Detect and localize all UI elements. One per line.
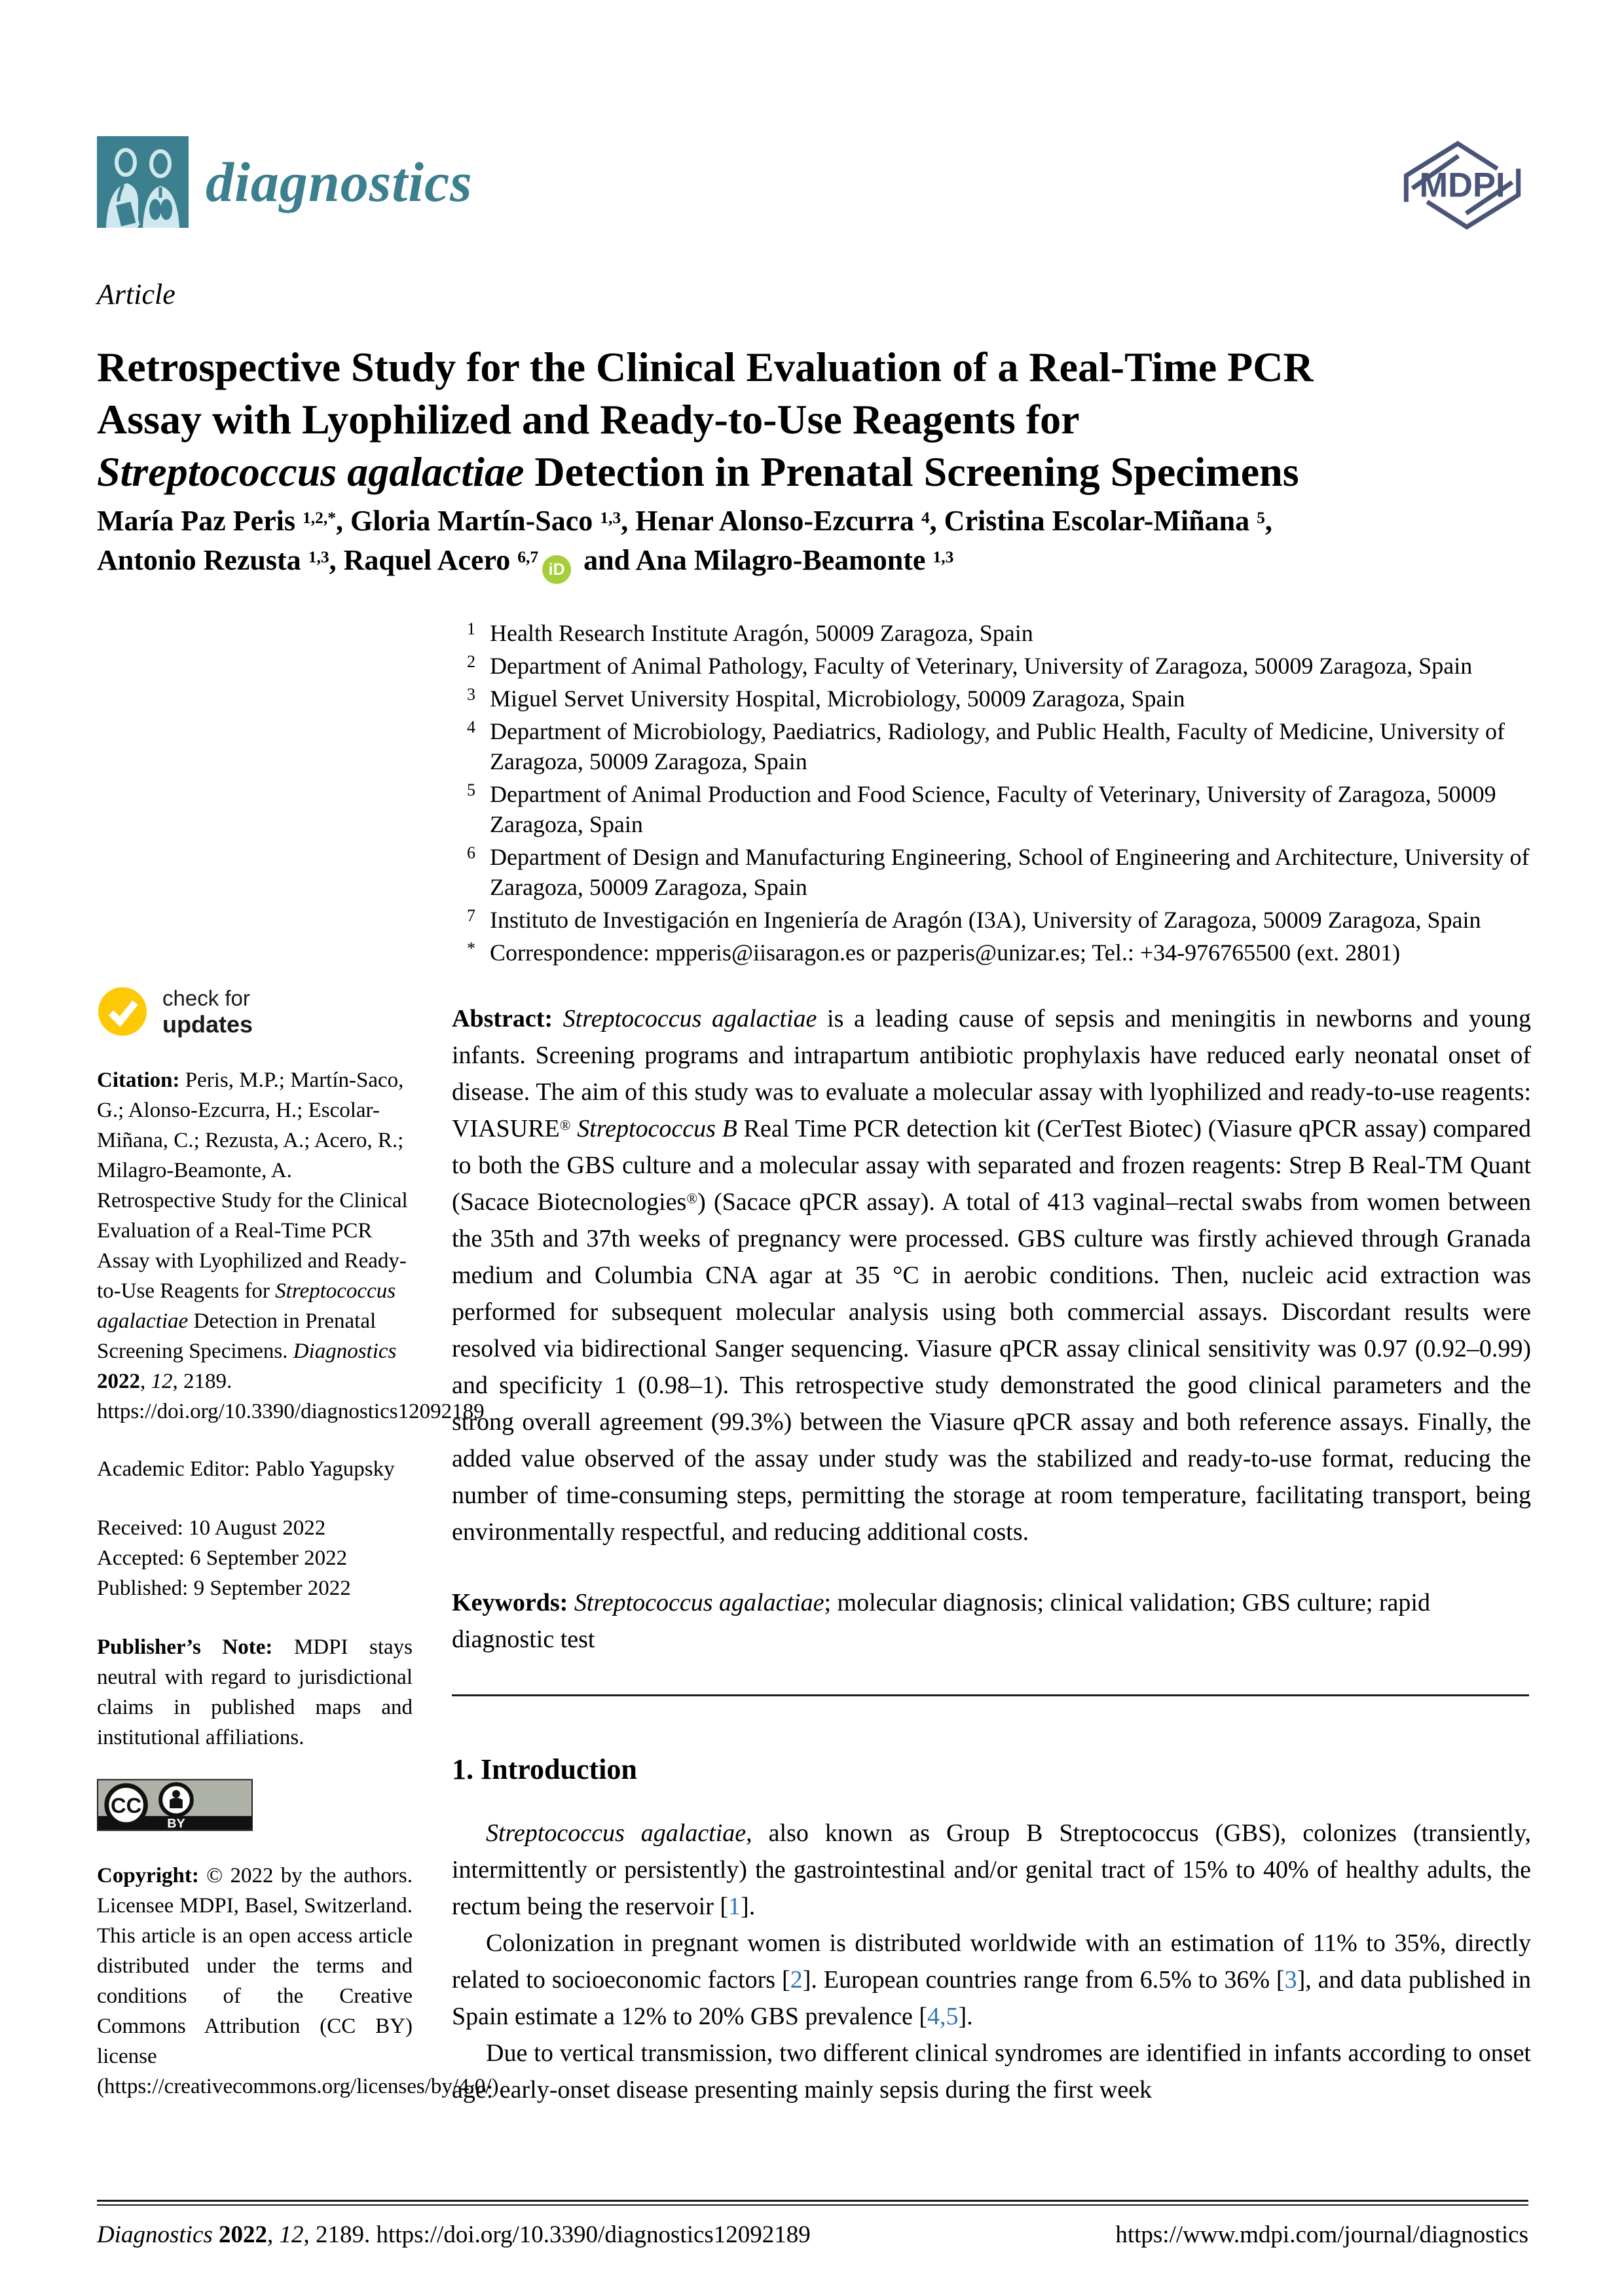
affiliation-text: Department of Microbiology, Paediatrics, Radiology, and Public Health, Faculty of Medicine, University of Zaragoza, 50009 Zaragoza, Spain	[490, 718, 1505, 774]
mdpi-logo[interactable]	[1393, 131, 1531, 239]
cc-by-icon	[97, 1779, 253, 1831]
affiliation-row	[452, 651, 1531, 681]
affiliation-row	[452, 683, 1531, 714]
affiliation-number: 6	[467, 843, 475, 862]
affiliation-number: 3	[467, 685, 475, 704]
published-date: Published: 9 September 2022	[97, 1576, 351, 1600]
reference-link[interactable]: 4,5	[927, 2003, 959, 2030]
affiliation-row	[452, 779, 1531, 839]
affiliation-text: Health Research Institute Aragón, 50009 Zaragoza, Spain	[490, 620, 1033, 646]
check-for-updates-badge[interactable]	[97, 985, 413, 1038]
orcid-icon[interactable]: iD	[542, 555, 571, 584]
author-list: María Paz Peris $^{1,2,*}$, Gloria Martín-Saco $^{1,3}$, Henar Alonso-Ezcurra $^4$, Cristina Escolar-Miñana $^5$, Antonio Rezusta $^{1,3}$, Raquel Acero $^{6,7}$iD and Ana Milagro-Beamonte $^{1,3}$	[97, 501, 1544, 584]
introduction-paragraph: Colonization in pregnant women is distributed worldwide with an estimation of 11% to 35%, directly related to socioeconomic factors [2]. European countries range from 6.5% to 36% [3], and data published in Spain estimate a 12% to 20% GBS prevalence [4,5].	[452, 1929, 1531, 2030]
affiliation-row	[452, 716, 1531, 776]
section-divider	[452, 1694, 1529, 1696]
introduction-heading: 1. Introduction	[452, 1753, 637, 1785]
affiliation-text: Department of Animal Pathology, Faculty of Veterinary, University of Zaragoza, 50009 Zaragoza, Spain	[490, 653, 1473, 679]
cc-label: CC	[110, 1793, 142, 1817]
footer-journal-url[interactable]: https://www.mdpi.com/journal/diagnostics	[1115, 2221, 1528, 2248]
journal-name: diagnostics	[206, 151, 473, 213]
reference-link[interactable]: 2	[790, 1966, 803, 1994]
copyright-statement: Copyright: © 2022 by the authors. Licensee MDPI, Basel, Switzerland. This article is an open access article distributed under the terms and conditions of the Creative Commons Attribution (CC BY) license (https://creativecommons.org/licenses/by/4.0/).	[97, 1864, 504, 2098]
updates-label: updates	[162, 1011, 253, 1038]
check-for-label: check for	[162, 986, 250, 1010]
affiliation-text: Miguel Servet University Hospital, Microbiology, 50009 Zaragoza, Spain	[490, 685, 1185, 712]
received-date: Received: 10 August 2022	[97, 1516, 326, 1540]
introduction-paragraph: Due to vertical transmission, two different clinical syndromes are identified in infants according to onset age: early-onset disease presenting mainly sepsis during the first week	[452, 2039, 1531, 2104]
affiliation-number: *	[467, 939, 475, 958]
main-column	[452, 618, 1531, 2108]
introduction-body	[452, 1815, 1531, 2108]
academic-editor: Academic Editor: Pablo Yagupsky	[97, 1457, 395, 1481]
affiliation-text: Correspondence: mpperis@iisaragon.es or pazperis@unizar.es; Tel.: +34-976765500 (ext. 2801)	[490, 939, 1401, 966]
diagnostics-logo-icon	[97, 136, 189, 228]
keywords: Keywords: Streptococcus agalactiae; molecular diagnosis; clinical validation; GBS culture; rapid diagnostic test	[452, 1589, 1430, 1653]
check-icon	[97, 986, 148, 1037]
abstract: Abstract: Streptococcus agalactiae is a leading cause of sepsis and meningitis in newborns and young infants. Screening programs and intrapartum antibiotic prophylaxis have reduced early neonatal onset of disease. The aim of this study was to evaluate a molecular assay with lyophilized and ready-to-use reagents: VIASURE® Streptococcus B Real Time PCR detection kit (CerTest Biotec) (Viasure qPCR assay) compared to both the GBS culture and a molecular assay with separated and frozen reagents: Strep B Real-TM Quant (Sacace Biotecnologies®) (Sacace qPCR assay). A total of 413 vaginal–rectal swabs from women between the 35th and 37th weeks of pregnancy were processed. GBS culture was firstly achieved through Granada medium and Columbia CNA agar at 35 °C in aerobic conditions. Then, nucleic acid extraction was performed for subsequent molecular analysis using both commercial assays. Discordant results were resolved via bidirectional Sanger sequencing. Viasure qPCR assay clinical sensitivity was 0.97 (0.92–0.99) and specificity 1 (0.98–1). This retrospective study demonstrated the good clinical parameters and the strong overall agreement (99.3%) between the Viasure qPCR assay and both reference assays. Finally, the added value observed of the assay under study was the stabilized and ready-to-use format, reducing the number of time-consuming steps, permitting the storage at room temperature, facilitating transport, being environmentally respectful, and reducing additional costs.	[452, 1005, 1532, 1546]
affiliation-number: 4	[467, 718, 475, 737]
affiliation-number: 1	[467, 619, 475, 638]
mdpi-hexagon-icon	[1393, 131, 1531, 240]
sidebar	[97, 985, 504, 2102]
publishers-note: Publisher’s Note: MDPI stays neutral with regard to jurisdictional claims in published maps and institutional affiliations.	[97, 1635, 413, 1749]
cc-by-license-badge[interactable]	[97, 1779, 413, 1840]
article-type-label: Article	[97, 278, 175, 310]
affiliation-row	[452, 905, 1531, 935]
affiliation-row	[452, 842, 1531, 902]
accepted-date: Accepted: 6 September 2022	[97, 1546, 348, 1570]
check-for-updates-label	[162, 985, 253, 1038]
diagnostics-journal-logo[interactable]	[97, 136, 189, 228]
introduction-paragraph: Streptococcus agalactiae, also known as Group B Streptococcus (GBS), colonizes (transiently, intermittently or persistently) the gastrointestinal and/or genital tract of 15% to 40% of healthy adults, the rectum being the reservoir [1].	[452, 1819, 1532, 1920]
affiliation-text: Department of Animal Production and Food Science, Faculty of Veterinary, University of Zaragoza, 50009 Zaragoza, Spain	[490, 781, 1496, 837]
affiliation-row	[452, 938, 1531, 968]
affiliation-list	[452, 618, 1531, 968]
by-label: BY	[167, 1816, 185, 1831]
affiliation-text: Instituto de Investigación en Ingeniería de Aragón (I3A), University of Zaragoza, 50009 Zaragoza, Spain	[490, 907, 1481, 933]
affiliation-row	[452, 618, 1531, 648]
affiliation-text: Department of Design and Manufacturing Engineering, School of Engineering and Architecture, University of Zaragoza, 50009 Zaragoza, Spain	[490, 844, 1530, 900]
affiliation-number: 2	[467, 652, 475, 671]
footer	[97, 2221, 1528, 2249]
footer-citation[interactable]: Diagnostics 2022, 12, 2189. https://doi.org/10.3390/diagnostics12092189	[97, 2221, 811, 2248]
affiliation-number: 5	[467, 780, 475, 799]
citation: Citation: Peris, M.P.; Martín-Saco, G.; Alonso-Ezcurra, H.; Escolar-Miñana, C.; Rezusta, A.; Acero, R.; Milagro-Beamonte, A. Retrospective Study for the Clinical Evaluation of a Real-Time PCR Assay with Lyophilized and Ready-to-Use Reagents for Streptococcus agalactiae Detection in Prenatal Screening Specimens. Diagnostics 2022, 12, 2189. https://doi.org/10.3390/diagnostics12092189	[97, 1068, 485, 1423]
page-title: Retrospective Study for the Clinical Evaluation of a Real-Time PCR Assay with Lyophilized and Ready-to-Use Reagents for Streptococcus agalactiae Detection in Prenatal Screening Specimens	[97, 343, 1314, 495]
mdpi-wordmark: MDPI	[1419, 166, 1505, 205]
article-dates	[97, 1513, 413, 1603]
reference-link[interactable]: 1	[728, 1893, 741, 1920]
affiliation-number: 7	[467, 906, 475, 925]
reference-link[interactable]: 3	[1284, 1966, 1297, 1994]
footer-divider	[97, 2200, 1528, 2206]
